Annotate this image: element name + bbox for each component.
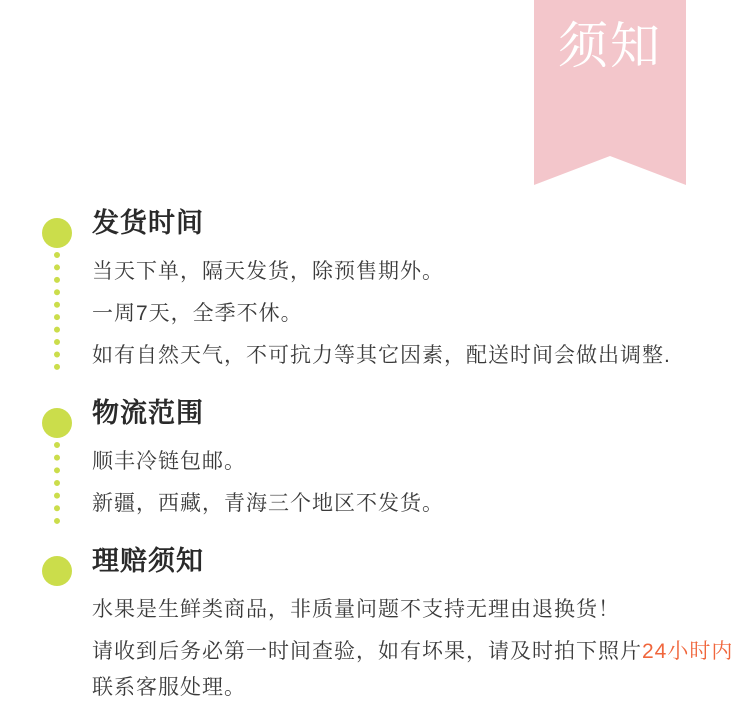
notice-ribbon-banner bbox=[534, 0, 686, 184]
dotted-connector-line bbox=[54, 442, 66, 524]
claim-text-prefix: 请收到后务必第一时间查验，如有坏果，请及时拍下照片 bbox=[92, 640, 642, 663]
ribbon-title: 须知 bbox=[558, 18, 662, 74]
ribbon-notch-shape bbox=[534, 156, 686, 185]
section-shipping-time bbox=[0, 206, 750, 374]
section-logistics-range bbox=[0, 396, 750, 522]
section-line: 新疆，西藏，青海三个地区不发货。 bbox=[92, 492, 444, 515]
bullet-dot-icon bbox=[42, 218, 72, 248]
claim-text-highlight: 24小时内 bbox=[642, 640, 734, 663]
section-line: 顺丰冷链包邮。 bbox=[92, 450, 246, 473]
claim-text-suffix: 联系客服处理。 bbox=[92, 676, 246, 699]
dotted-connector-line bbox=[54, 252, 66, 370]
section-title: 物流范围 bbox=[92, 398, 204, 428]
bullet-dot-icon bbox=[42, 408, 72, 438]
section-line: 当天下单，隔天发货，除预售期外。 bbox=[92, 260, 444, 283]
section-line: 水果是生鲜类商品，非质量问题不支持无理由退换货！ bbox=[92, 598, 620, 621]
section-title: 理赔须知 bbox=[92, 546, 204, 576]
section-line: 如有自然天气，不可抗力等其它因素，配送时间会做出调整. bbox=[92, 344, 671, 367]
bullet-dot-icon bbox=[42, 556, 72, 586]
section-claim-notice bbox=[0, 544, 750, 706]
section-line: 一周7天，全季不休。 bbox=[92, 302, 303, 325]
section-title: 发货时间 bbox=[92, 208, 204, 238]
notice-content bbox=[0, 206, 750, 706]
section-line-claim bbox=[92, 634, 750, 706]
